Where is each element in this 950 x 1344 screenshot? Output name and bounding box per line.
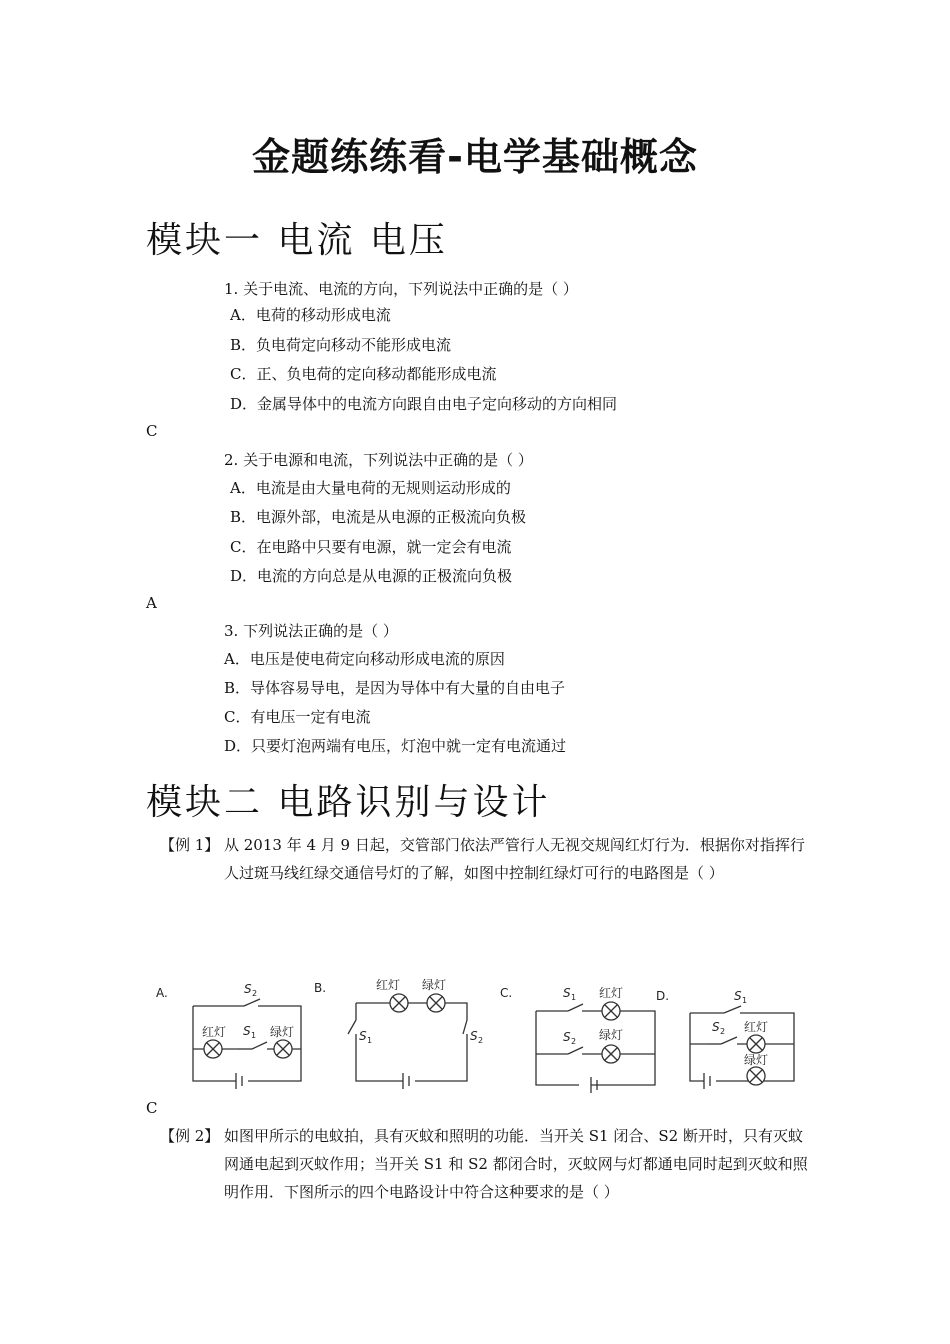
- question-3-option-c: C．有电压一定有电流: [224, 708, 371, 726]
- question-1-option-b: B．负电荷定向移动不能形成电流: [230, 336, 452, 354]
- question-3-stem: 3. 下列说法正确的是（ ）: [224, 622, 398, 640]
- question-1-option-c: C．正、负电荷的定向移动都能形成电流: [230, 365, 497, 383]
- svg-text:1: 1: [742, 996, 748, 1005]
- example-2-label: 【例 2】: [160, 1127, 220, 1145]
- circuit-diagrams: [150, 968, 810, 1098]
- svg-text:绿灯: 绿灯: [599, 1028, 624, 1042]
- svg-text:红灯: 红灯: [376, 978, 401, 992]
- example-2-text: 如图甲所示的电蚊拍，具有灭蚊和照明的功能．当开关 S1 闭合、S2 断开时，只有灭蚊网通电起到灭蚊作用；当开关 S1 和 S2 都闭合时，灭蚊网与灯都通电同时起到灭蚊和照明作用．下图所示的四个电路设计中符合这种要求的是（ ）: [224, 1127, 808, 1201]
- svg-text:2: 2: [571, 1037, 577, 1046]
- question-3-option-d: D．只要灯泡两端有电压，灯泡中就一定有电流通过: [224, 737, 567, 755]
- svg-text:S: S: [244, 982, 252, 996]
- question-2-option-b: B．电源外部，电流是从电源的正极流向负极: [230, 508, 527, 526]
- svg-text:2: 2: [478, 1036, 484, 1045]
- svg-text:绿灯: 绿灯: [270, 1025, 295, 1039]
- question-3-option-a: A．电压是使电荷定向移动形成电流的原因: [224, 650, 505, 668]
- svg-text:S: S: [734, 989, 742, 1003]
- svg-text:1: 1: [571, 993, 577, 1002]
- question-2-answer: A: [146, 594, 157, 612]
- circuit-label-d: D.: [656, 989, 670, 1003]
- question-2-option-d: D．电流的方向总是从电源的正极流向负极: [230, 567, 513, 585]
- circuit-label-a: A.: [156, 986, 168, 1000]
- svg-text:S: S: [563, 1030, 571, 1044]
- svg-text:绿灯: 绿灯: [422, 978, 447, 992]
- page-title: 金题练练看-电学基础概念: [252, 135, 698, 179]
- question-2-stem: 2. 关于电源和电流，下列说法中正确的是（ ）: [224, 451, 533, 469]
- circuit-label-c: C.: [500, 986, 513, 1000]
- question-2-option-a: A．电流是由大量电荷的无规则运动形成的: [230, 479, 511, 497]
- svg-text:绿灯: 绿灯: [744, 1053, 769, 1067]
- svg-text:红灯: 红灯: [202, 1025, 227, 1039]
- example-1-answer: C: [146, 1099, 158, 1117]
- svg-text:S: S: [712, 1020, 720, 1034]
- question-1-stem: 1. 关于电流、电流的方向，下列说法中正确的是（ ）: [224, 280, 578, 298]
- svg-text:红灯: 红灯: [599, 986, 624, 1000]
- svg-text:S: S: [243, 1024, 251, 1038]
- question-1-option-d: D．金属导体中的电流方向跟自由电子定向移动的方向相同: [230, 395, 618, 413]
- example-1-label: 【例 1】: [160, 836, 220, 854]
- circuit-label-b: B.: [314, 981, 327, 995]
- example-1-text: 从 2013 年 4 月 9 日起，交管部门依法严管行人无视交规闯红灯行为．根据你对指挥行人过斑马线红绿交通信号灯的了解，如图中控制红绿灯可行的电路图是（ ）: [224, 836, 805, 882]
- question-1-option-a: A．电荷的移动形成电流: [230, 306, 391, 324]
- svg-text:S: S: [359, 1029, 367, 1043]
- svg-text:2: 2: [720, 1027, 726, 1036]
- question-3-option-b: B．导体容易导电，是因为导体中有大量的自由电子: [224, 679, 566, 697]
- svg-text:S: S: [470, 1029, 478, 1043]
- question-1-answer: C: [146, 422, 158, 440]
- module2-heading: 模块二 电路识别与设计: [146, 782, 551, 823]
- svg-text:红灯: 红灯: [744, 1020, 769, 1034]
- svg-text:1: 1: [367, 1036, 373, 1045]
- question-2-option-c: C．在电路中只要有电源，就一定会有电流: [230, 538, 512, 556]
- svg-text:S: S: [563, 986, 571, 1000]
- svg-text:2: 2: [252, 989, 258, 998]
- module1-heading: 模块一 电流 电压: [146, 220, 448, 261]
- svg-text:1: 1: [251, 1031, 257, 1040]
